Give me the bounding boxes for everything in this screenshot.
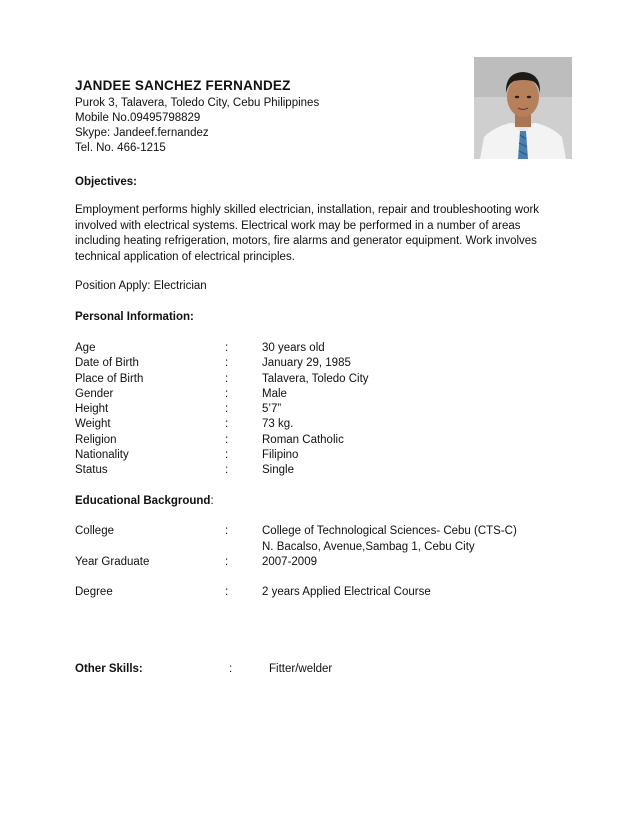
info-separator: :	[225, 418, 229, 430]
info-value-birthplace: Talavera, Toledo City	[262, 373, 369, 385]
edu-college-address: N. Bacalso, Avenue,Sambag 1, Cebu City	[262, 541, 475, 553]
edu-separator: :	[225, 586, 229, 598]
mobile-number: Mobile No.09495798829	[75, 112, 201, 124]
applicant-photo	[474, 57, 572, 159]
edu-value-college: College of Technological Sciences- Cebu (CTS-C)	[262, 525, 517, 537]
edu-label-degree: Degree	[75, 586, 113, 598]
info-separator: :	[225, 449, 229, 461]
info-separator: :	[225, 357, 229, 369]
telephone-number: Tel. No. 466-1215	[75, 142, 166, 154]
person-portrait-icon	[474, 57, 572, 159]
info-label-gender: Gender	[75, 388, 114, 400]
info-value-status: Single	[262, 464, 294, 476]
info-value-religion: Roman Catholic	[262, 434, 344, 446]
education-heading: Educational Background	[75, 495, 211, 507]
info-separator: :	[225, 373, 229, 385]
info-separator: :	[225, 403, 229, 415]
edu-label-college: College	[75, 525, 114, 537]
edu-label-year: Year Graduate	[75, 556, 150, 568]
info-label-status: Status	[75, 464, 108, 476]
education-heading-line	[75, 494, 214, 509]
address: Purok 3, Talavera, Toledo City, Cebu Philippines	[75, 97, 320, 109]
info-value-age: 30 years old	[262, 342, 325, 354]
objectives-text: Employment performs highly skilled electrician, installation, repair and troubleshooting work involved with electrical systems. Electrical work may be performed in a number of areas including heating refrigeration, motors, fire alarms and generator equipment. Work involves technical application of electrical principles.	[75, 204, 540, 263]
personal-info-heading: Personal Information:	[75, 311, 194, 323]
info-label-religion: Religion	[75, 434, 117, 446]
objectives-heading: Objectives:	[75, 176, 137, 188]
info-label-nationality: Nationality	[75, 449, 129, 461]
edu-value-year: 2007-2009	[262, 556, 317, 568]
skills-separator: :	[229, 663, 233, 675]
info-separator: :	[225, 434, 229, 446]
info-value-height: 5’7”	[262, 403, 282, 415]
info-separator: :	[225, 464, 229, 476]
info-separator: :	[225, 388, 229, 400]
info-separator: :	[225, 342, 229, 354]
edu-separator: :	[225, 556, 229, 568]
edu-value-degree: 2 years Applied Electrical Course	[262, 586, 431, 598]
position-applied: Position Apply: Electrician	[75, 280, 207, 292]
info-label-dob: Date of Birth	[75, 357, 139, 369]
info-label-height: Height	[75, 403, 109, 415]
edu-separator: :	[225, 525, 229, 537]
info-value-nationality: Filipino	[262, 449, 299, 461]
info-value-dob: January 29, 1985	[262, 357, 351, 369]
info-label-age: Age	[75, 342, 96, 354]
applicant-name: JANDEE SANCHEZ FERNANDEZ	[75, 78, 291, 93]
other-skills-value: Fitter/welder	[269, 663, 333, 675]
info-label-birthplace: Place of Birth	[75, 373, 144, 385]
info-label-weight: Weight	[75, 418, 111, 430]
education-heading-colon: :	[210, 495, 214, 507]
other-skills-label: Other Skills:	[75, 663, 143, 675]
skype-id: Skype: Jandeef.fernandez	[75, 127, 209, 139]
info-value-gender: Male	[262, 388, 287, 400]
info-value-weight: 73 kg.	[262, 418, 294, 430]
